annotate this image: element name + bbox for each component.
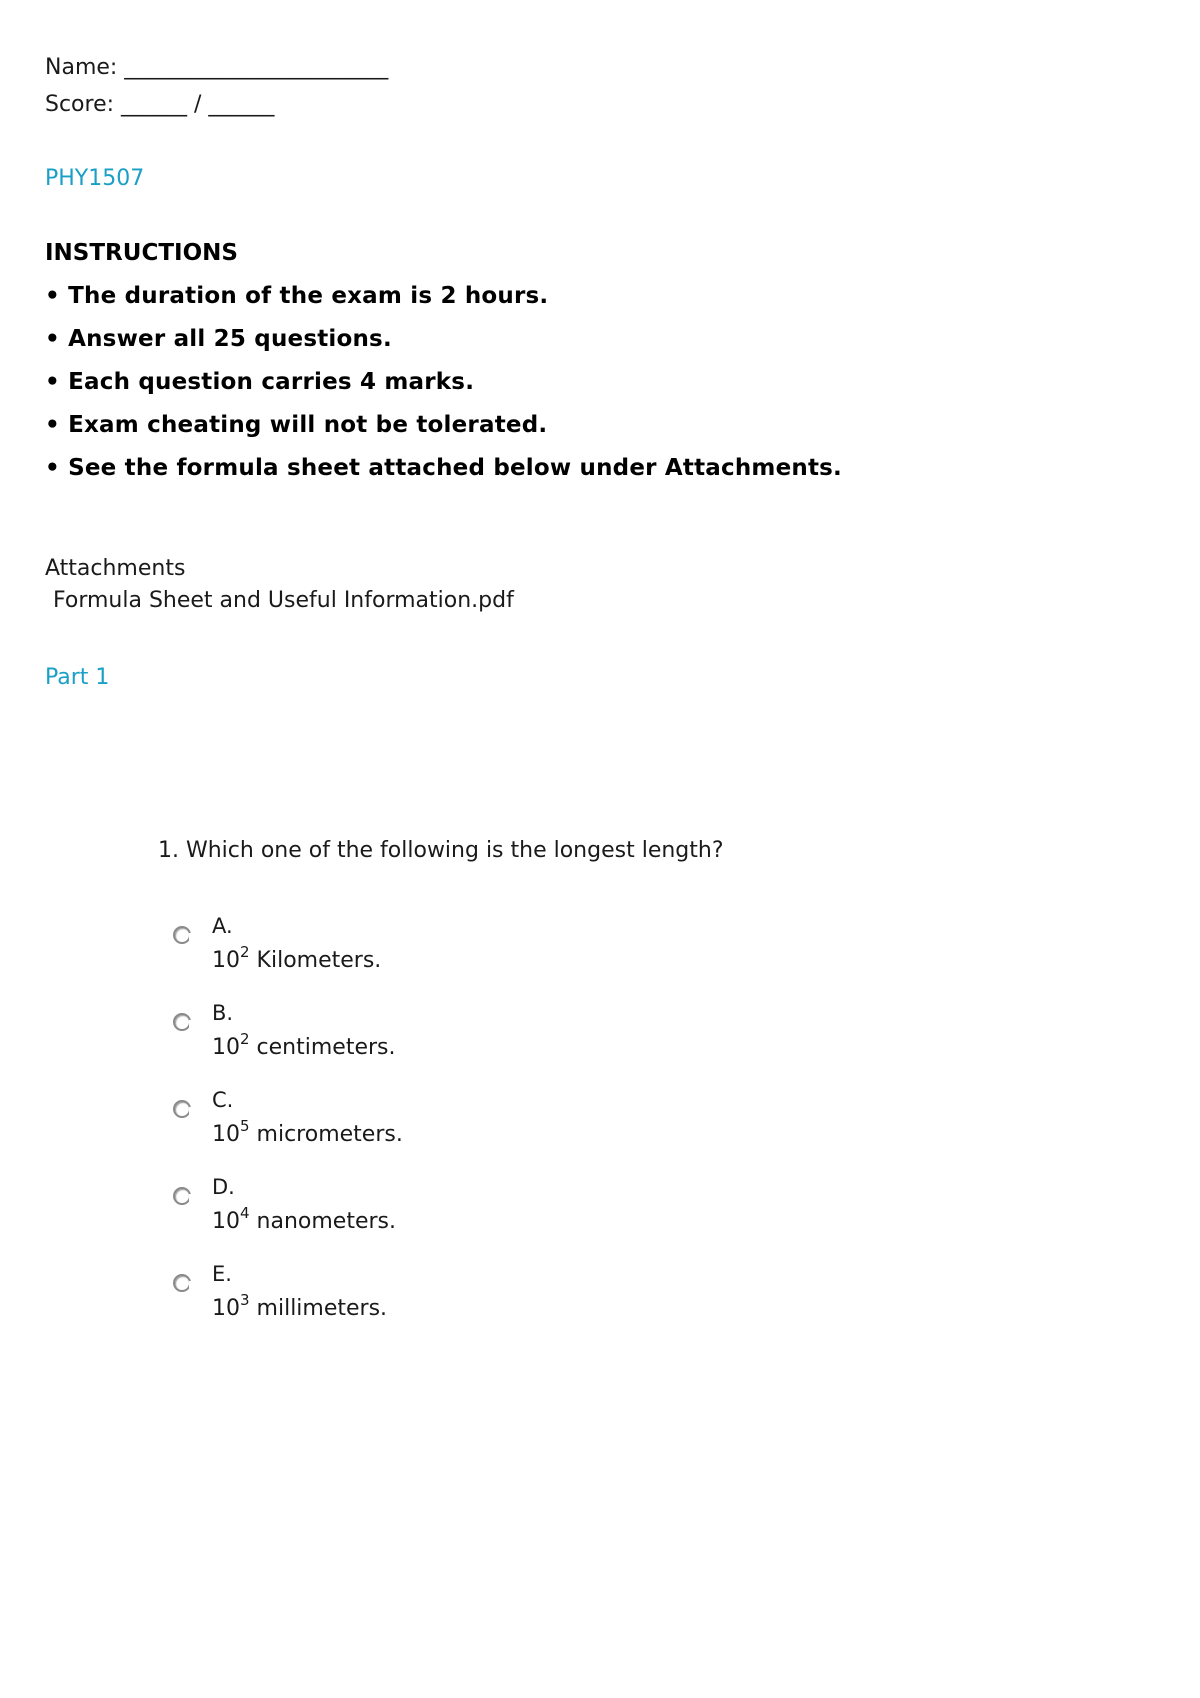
- option-text: $10^2$ centimeters.: [212, 1029, 396, 1060]
- attachments-label: Attachments: [45, 556, 186, 581]
- radio-button-a[interactable]: [173, 926, 191, 944]
- instruction-item: • The duration of the exam is 2 hours.: [45, 283, 549, 309]
- instructions-heading: INSTRUCTIONS: [45, 240, 238, 266]
- option-letter: D.: [212, 1175, 235, 1199]
- option-text: $10^4$ nanometers.: [212, 1203, 396, 1234]
- part-label: Part 1: [45, 665, 110, 690]
- name-field-label: Name: ________________________: [45, 55, 389, 80]
- radio-button-b[interactable]: [173, 1013, 191, 1031]
- course-code: PHY1507: [45, 166, 145, 191]
- radio-button-e[interactable]: [173, 1274, 191, 1292]
- option-text: $10^2$ Kilometers.: [212, 942, 382, 973]
- radio-button-c[interactable]: [173, 1100, 191, 1118]
- attachment-file-link[interactable]: Formula Sheet and Useful Information.pdf: [53, 588, 514, 613]
- option-letter: B.: [212, 1001, 234, 1025]
- question-text: 1. Which one of the following is the longest length?: [158, 838, 724, 863]
- instruction-item: • Each question carries 4 marks.: [45, 369, 475, 395]
- option-letter: C.: [212, 1088, 234, 1112]
- option-text: $10^3$ millimeters.: [212, 1290, 388, 1321]
- instruction-item: • See the formula sheet attached below under Attachments.: [45, 455, 842, 481]
- instruction-item: • Exam cheating will not be tolerated.: [45, 412, 548, 438]
- score-field-label: Score: ______ / ______: [45, 92, 275, 117]
- radio-button-d[interactable]: [173, 1187, 191, 1205]
- option-text: $10^5$ micrometers.: [212, 1116, 403, 1147]
- option-letter: E.: [212, 1262, 232, 1286]
- instruction-item: • Answer all 25 questions.: [45, 326, 392, 352]
- option-letter: A.: [212, 914, 233, 938]
